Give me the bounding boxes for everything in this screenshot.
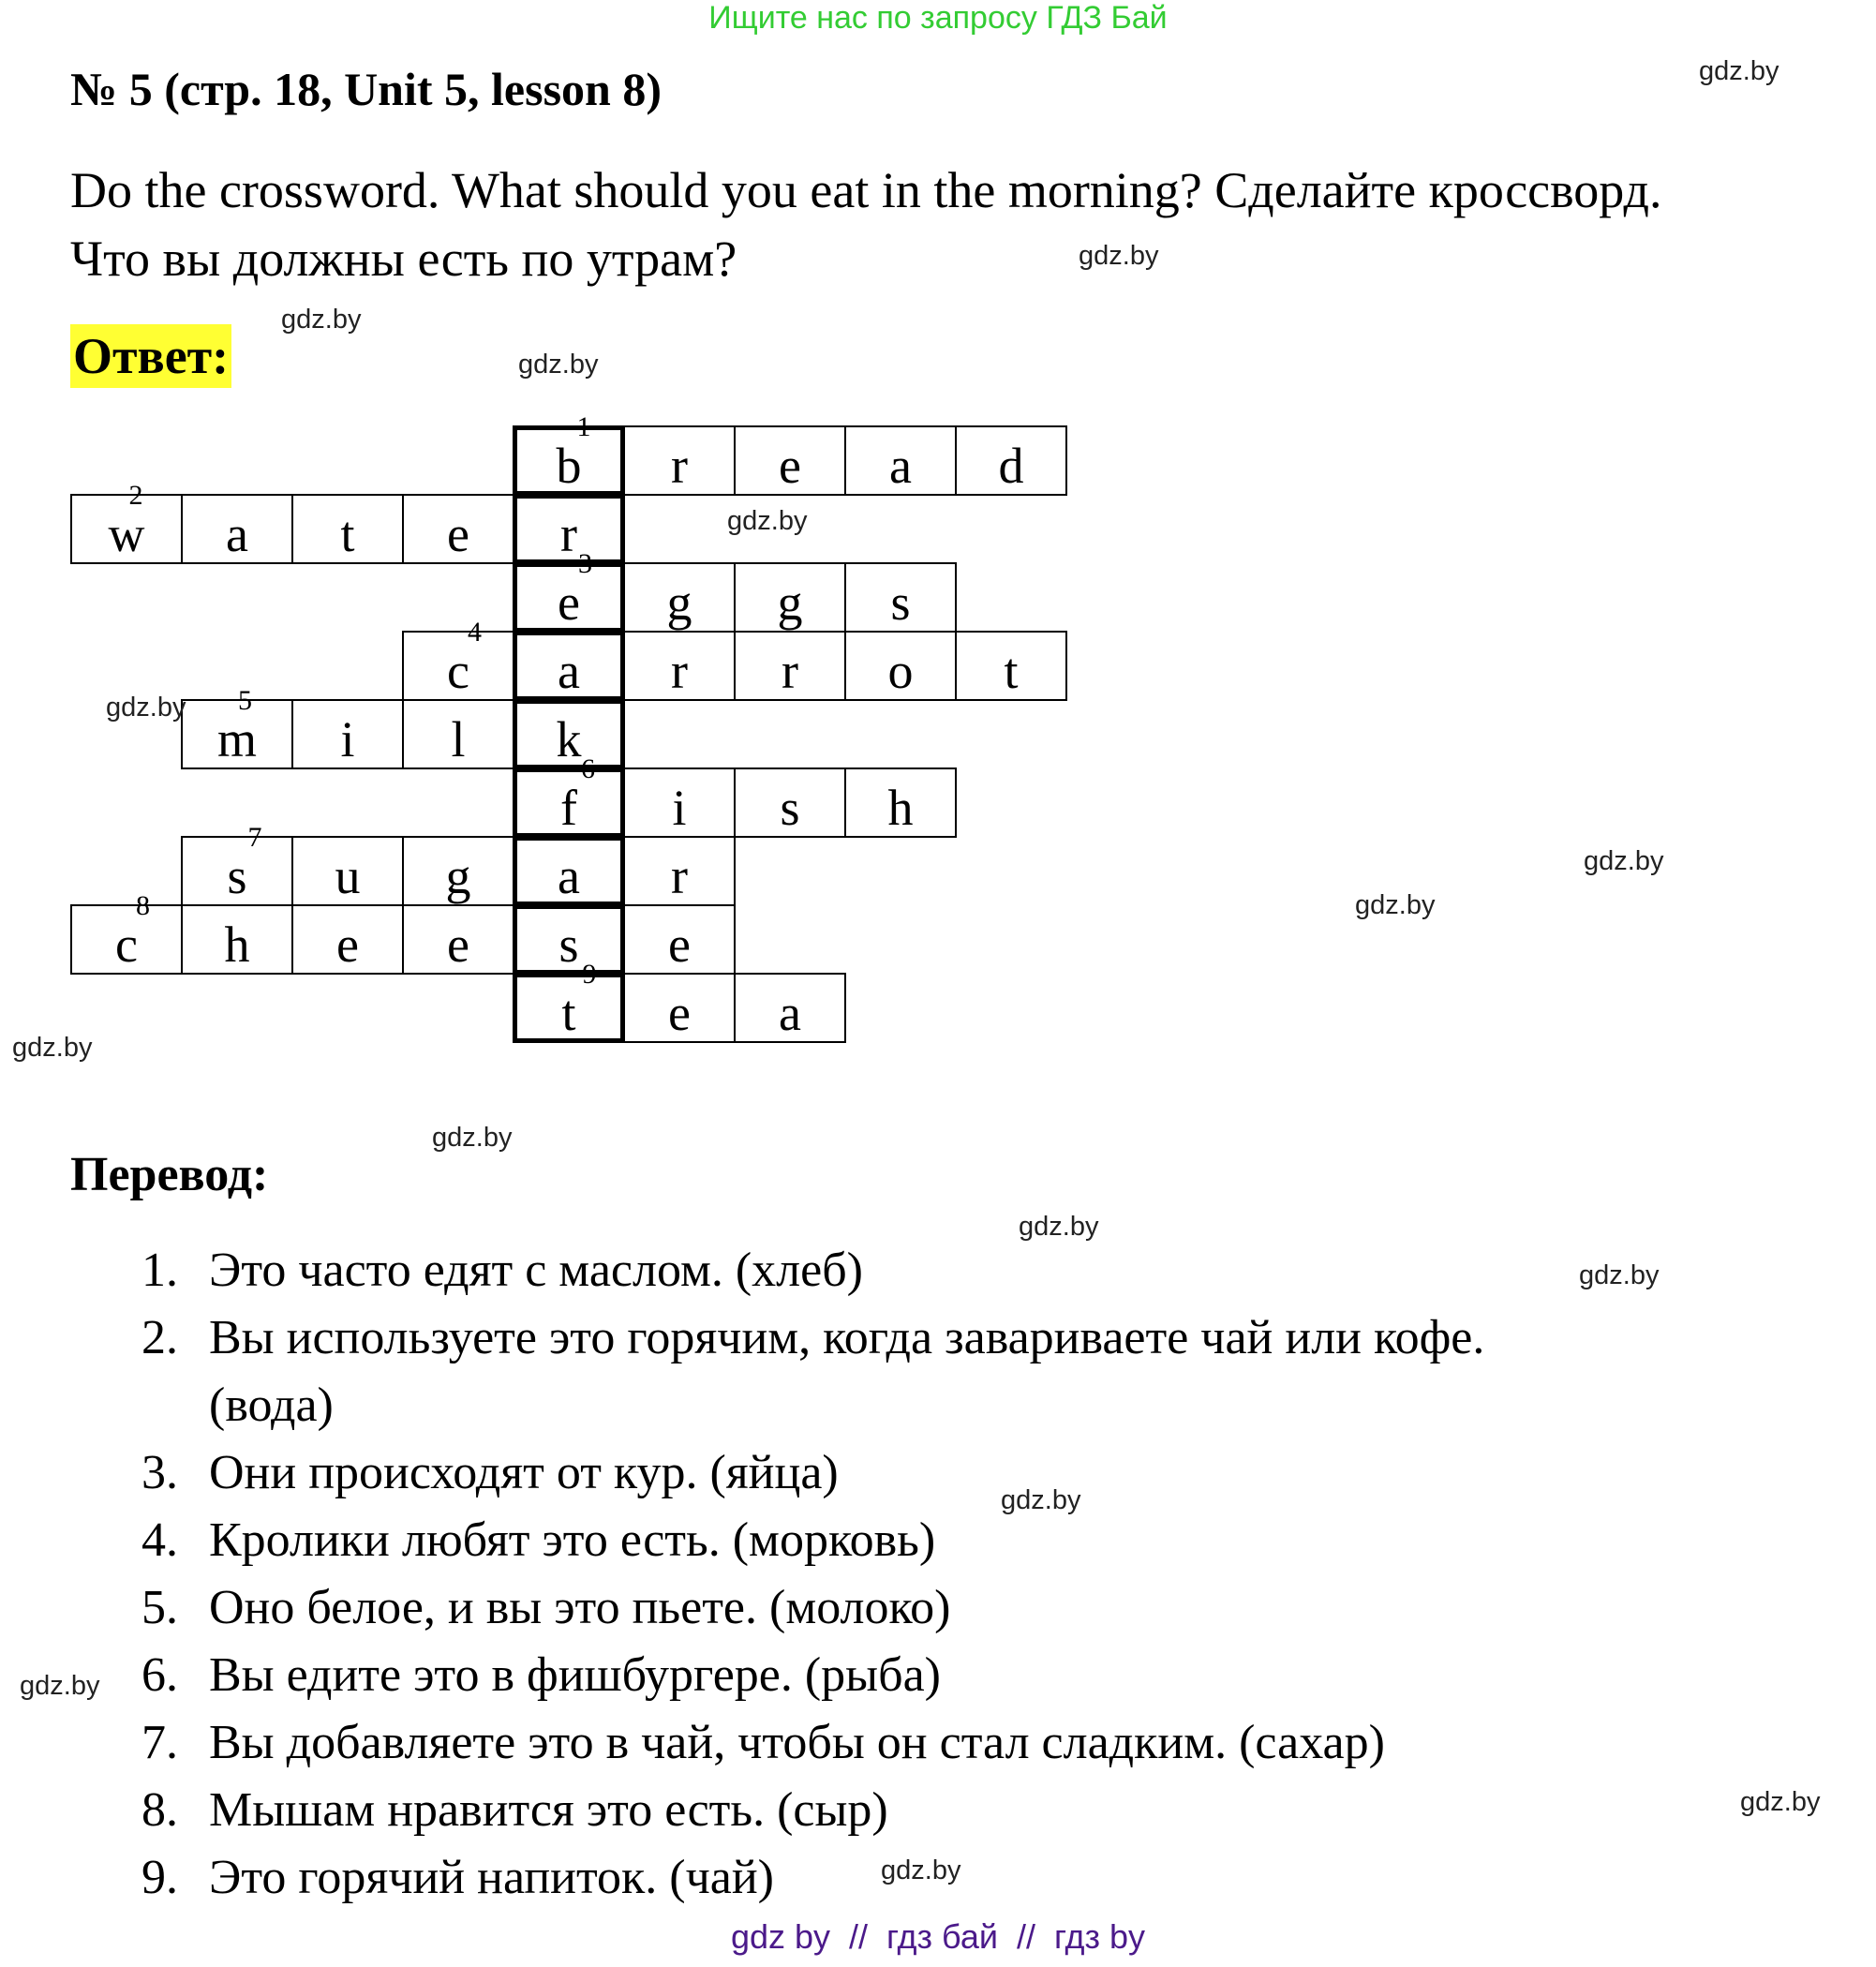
- top-banner: Ищите нас по запросу ГДЗ Бай: [708, 0, 1168, 36]
- clue-number: 5: [237, 685, 252, 716]
- cell-letter: g: [445, 848, 471, 904]
- instruction-line-2: Что вы должны есть по утрам?: [70, 231, 737, 287]
- cell-letter: 9 t: [561, 959, 597, 1041]
- list-item-text: Вы используете это горячим, когда завариваете чай или кофе.: [209, 1311, 1485, 1364]
- crossword-cell: [513, 959, 625, 1043]
- list-item-number: 6.: [141, 1648, 178, 1702]
- crossword-cell: [734, 631, 846, 701]
- cell-letter: e: [668, 985, 691, 1041]
- crossword-cell: [402, 494, 514, 564]
- cell-letter: 1 b: [556, 411, 591, 494]
- watermark: gdz.by: [432, 1123, 513, 1153]
- cell-letter: k: [556, 711, 582, 767]
- cell-letter: r: [782, 643, 798, 699]
- crossword-cell: [513, 904, 625, 975]
- crossword-cell: [844, 767, 957, 838]
- cell-letter: d: [998, 438, 1024, 494]
- cell-letter: r: [560, 506, 577, 562]
- list-item-number: 4.: [141, 1513, 178, 1567]
- cell-letter: u: [335, 848, 361, 904]
- crossword-cell: [623, 631, 736, 701]
- list-item-text: (вода): [209, 1378, 334, 1432]
- crossword-cell: [513, 836, 625, 906]
- clue-number: 6: [581, 753, 595, 784]
- crossword-cell: [402, 836, 514, 906]
- clue-number: 8: [136, 890, 151, 921]
- cell-letter: 2 w: [108, 480, 145, 562]
- watermark: gdz.by: [1579, 1260, 1660, 1290]
- crossword-cell: [513, 411, 625, 496]
- crossword-cell: [955, 425, 1067, 496]
- list-item-text: Это горячий напиток. (чай): [209, 1851, 775, 1904]
- crossword-cell: [70, 480, 183, 564]
- page-title: № 5 (стр. 18, Unit 5, lesson 8): [70, 63, 662, 115]
- cell-letter: a: [558, 848, 580, 904]
- crossword-cell: [181, 685, 293, 769]
- cell-letter: a: [779, 985, 801, 1041]
- crossword-cell: [734, 767, 846, 838]
- cell-letter: r: [671, 848, 688, 904]
- translation-label: Перевод:: [70, 1148, 269, 1201]
- cell-letter: s: [890, 574, 911, 631]
- cell-letter: 4 c: [447, 617, 483, 699]
- cell-letter: s: [780, 780, 800, 836]
- crossword-cell: [734, 425, 846, 496]
- crossword-cell: [291, 494, 404, 564]
- cell-letter: h: [224, 916, 250, 973]
- cell-letter: e: [779, 438, 801, 494]
- cell-letter: e: [447, 506, 469, 562]
- cell-letter: g: [666, 574, 692, 631]
- clue-number: 3: [578, 548, 593, 579]
- crossword-cell: [623, 836, 736, 906]
- footer-links: gdz by // гдз бай // гдз by: [730, 1917, 1146, 1956]
- cell-letter: a: [558, 643, 580, 699]
- watermark: gdz.by: [281, 305, 362, 335]
- crossword-cell: [955, 631, 1067, 701]
- watermark: gdz.by: [518, 350, 599, 380]
- instruction-line-1: Do the crossword. What should you eat in the morning? Сделайте кроссворд.: [70, 162, 1662, 218]
- list-item-number: 5.: [141, 1581, 178, 1634]
- clue-number: 9: [582, 959, 597, 990]
- crossword-cell: [402, 617, 514, 701]
- watermark: gdz.by: [106, 693, 186, 723]
- list-item-number: 2.: [141, 1311, 178, 1364]
- crossword-cell: [291, 699, 404, 769]
- crossword-cell: [513, 494, 625, 564]
- clue-number: 2: [128, 480, 143, 511]
- watermark: gdz.by: [12, 1033, 93, 1063]
- list-item-number: 7.: [141, 1716, 178, 1769]
- crossword-cell: [623, 973, 736, 1043]
- watermark: gdz.by: [881, 1855, 961, 1885]
- crossword-cell: [181, 822, 293, 906]
- cell-letter: o: [887, 643, 914, 699]
- cell-letter: l: [451, 711, 466, 767]
- cell-letter: s: [558, 916, 579, 973]
- list-item-number: 1.: [141, 1244, 178, 1297]
- cell-letter: 3 e: [558, 548, 593, 631]
- list-item-text: Вы добавляете это в чай, чтобы он стал сладким. (сахар): [209, 1716, 1385, 1769]
- crossword-cell: [844, 562, 957, 633]
- crossword-cell: [844, 631, 957, 701]
- crossword-cell: [70, 890, 183, 975]
- watermark: gdz.by: [1740, 1787, 1821, 1817]
- crossword-cell: [181, 494, 293, 564]
- crossword-cell: [402, 699, 514, 769]
- cell-letter: 8 c: [115, 890, 151, 973]
- list-item-text: Это часто едят с маслом. (хлеб): [209, 1244, 863, 1297]
- crossword-cell: [513, 548, 625, 633]
- crossword-cell: [513, 699, 625, 769]
- cell-letter: t: [1004, 643, 1019, 699]
- list-item-text: Они происходят от кур. (яйца): [209, 1446, 839, 1499]
- crossword-cell: [623, 425, 736, 496]
- cell-letter: i: [672, 780, 687, 836]
- crossword-cell: [623, 904, 736, 975]
- crossword-cell: [623, 767, 736, 838]
- watermark: gdz.by: [1699, 56, 1779, 86]
- list-item-number: 8.: [141, 1783, 178, 1837]
- cell-letter: a: [889, 438, 912, 494]
- crossword-cell: [291, 904, 404, 975]
- crossword-cell: [513, 753, 625, 838]
- list-item-number: 9.: [141, 1851, 178, 1904]
- clue-number: 7: [247, 822, 262, 853]
- crossword-cell: [734, 562, 846, 633]
- crossword-cell: [513, 631, 625, 701]
- crossword-cell: [734, 973, 846, 1043]
- answer-label: Ответ:: [70, 324, 231, 388]
- crossword-cell: [844, 425, 957, 496]
- cell-letter: r: [671, 438, 688, 494]
- cell-letter: h: [887, 780, 914, 836]
- cell-letter: 6 f: [560, 753, 595, 836]
- watermark: gdz.by: [1355, 890, 1436, 920]
- cell-letter: e: [447, 916, 469, 973]
- list-item-text: Вы едите это в фишбургере. (рыба): [209, 1648, 941, 1702]
- cell-letter: e: [336, 916, 359, 973]
- crossword-cell: [291, 836, 404, 906]
- cell-letter: g: [777, 574, 803, 631]
- cell-letter: 5 m: [216, 685, 257, 767]
- cell-letter: e: [668, 916, 691, 973]
- cell-letter: t: [340, 506, 355, 562]
- cell-letter: 7 s: [227, 822, 262, 904]
- clue-number: 4: [468, 617, 483, 648]
- list-item-text: Оно белое, и вы это пьете. (молоко): [209, 1581, 951, 1634]
- list-item-number: 3.: [141, 1446, 178, 1499]
- watermark: gdz.by: [1079, 241, 1159, 271]
- crossword-cell: [181, 904, 293, 975]
- watermark: gdz.by: [1584, 846, 1664, 876]
- cell-letter: i: [340, 711, 355, 767]
- crossword-cell: [402, 904, 514, 975]
- watermark: gdz.by: [1001, 1485, 1081, 1515]
- watermark: gdz.by: [727, 506, 808, 536]
- watermark: gdz.by: [1019, 1212, 1099, 1242]
- list-item-text: Кролики любят это есть. (морковь): [209, 1513, 936, 1567]
- cell-letter: a: [226, 506, 248, 562]
- crossword-cell: [623, 562, 736, 633]
- clue-number: 1: [576, 411, 591, 442]
- cell-letter: r: [671, 643, 688, 699]
- list-item-text: Мышам нравится это есть. (сыр): [209, 1783, 888, 1837]
- watermark: gdz.by: [20, 1671, 100, 1701]
